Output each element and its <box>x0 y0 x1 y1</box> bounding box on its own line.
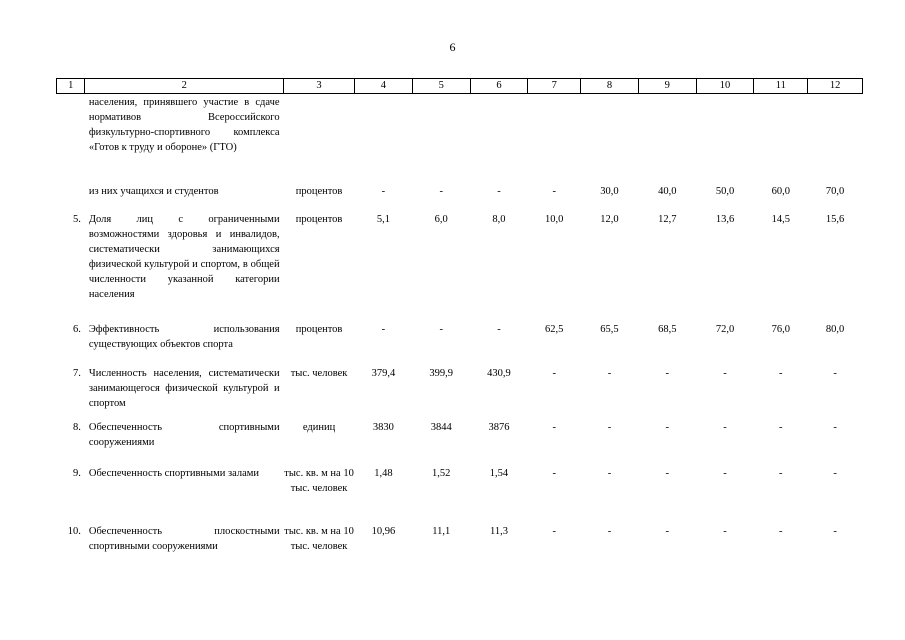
indicator-value: 40,0 <box>658 185 677 197</box>
table-body <box>57 94 863 582</box>
indicator-value <box>696 94 754 184</box>
indicator-value: 60,0 <box>771 185 790 197</box>
indicator-value: 11,3 <box>489 525 508 537</box>
column-header: 9 <box>638 79 696 94</box>
indicator-value: - <box>833 367 837 379</box>
table-row <box>57 322 863 366</box>
indicator-name: Доля лиц с ограниченными возможностями здоровья и инвалидов, систематически занимающихся физической культурой и спортом, в общей численности указанной категории населения <box>88 213 280 300</box>
indicator-value: - <box>665 467 670 479</box>
unit-of-measure: процентов <box>295 213 343 225</box>
column-header: 10 <box>696 79 754 94</box>
indicator-value <box>412 94 470 184</box>
row-number: 6. <box>73 323 81 335</box>
indicator-name: Обеспеченность спортивными сооружениями <box>88 421 280 448</box>
page-number: 6 <box>449 40 456 54</box>
table-row <box>57 212 863 322</box>
indicator-value: - <box>439 185 443 197</box>
column-number-header-row <box>57 79 863 94</box>
column-header: 7 <box>528 79 581 94</box>
column-header: 4 <box>355 79 413 94</box>
row-number: 7. <box>73 367 81 379</box>
table-row <box>57 524 863 582</box>
indicator-value: - <box>833 467 837 479</box>
indicator-value: - <box>552 525 556 537</box>
indicator-value: 76,0 <box>771 323 790 335</box>
row-number: 8. <box>73 421 81 433</box>
indicator-value: - <box>723 367 727 379</box>
indicator-value: 1,48 <box>374 467 393 479</box>
indicator-value: - <box>381 323 386 335</box>
indicator-value: 13,6 <box>715 213 735 225</box>
indicator-value: - <box>552 185 556 197</box>
indicator-value: - <box>779 367 783 379</box>
indicator-value: 3830 <box>372 421 394 433</box>
indicator-value: - <box>665 525 670 537</box>
indicator-value: 12,7 <box>658 213 677 225</box>
indicator-value: - <box>552 367 556 379</box>
indicator-value: 68,5 <box>658 323 677 335</box>
column-header: 11 <box>754 79 808 94</box>
indicator-name: из них учащихся и студентов <box>88 185 219 197</box>
indicator-value: 30,0 <box>600 185 619 197</box>
indicator-value: 11,1 <box>432 525 451 537</box>
table-row <box>57 94 863 184</box>
unit-of-measure: единиц <box>302 421 336 433</box>
indicator-value: - <box>381 185 386 197</box>
indicator-value: 72,0 <box>715 323 735 335</box>
indicator-name: Эффективность использования существующих объектов спорта <box>88 323 280 350</box>
indicator-value: - <box>779 525 783 537</box>
indicator-value: - <box>779 467 783 479</box>
row-number <box>57 184 85 212</box>
indicator-value: 430,9 <box>487 367 511 379</box>
indicator-value <box>355 94 413 184</box>
indicator-value: 80,0 <box>825 323 845 335</box>
table-row <box>57 466 863 524</box>
indicator-value: - <box>552 421 556 433</box>
unit-of-measure: тыс. человек <box>290 367 348 379</box>
unit-of-measure: процентов <box>295 185 343 197</box>
indicator-value: - <box>607 367 612 379</box>
indicator-value: 379,4 <box>371 367 396 379</box>
column-header: 3 <box>284 79 355 94</box>
indicator-value: 10,96 <box>371 525 396 537</box>
indicator-value: 399,9 <box>429 367 454 379</box>
indicator-value: 6,0 <box>434 213 448 225</box>
unit-of-measure: тыс. кв. м на 10 тыс. человек <box>284 467 354 494</box>
indicator-value: - <box>723 525 727 537</box>
indicator-value: - <box>552 467 556 479</box>
indicator-value: - <box>723 467 727 479</box>
indicator-value: 1,52 <box>432 467 451 479</box>
indicator-value: 3844 <box>430 421 452 433</box>
indicator-value: 1,54 <box>489 467 509 479</box>
table-row <box>57 184 863 212</box>
indicator-value: 65,5 <box>600 323 619 335</box>
indicator-value: - <box>665 421 670 433</box>
indicator-name: Обеспеченность спортивными залами <box>88 467 260 479</box>
indicator-value: - <box>779 421 783 433</box>
row-number: 5. <box>73 213 81 225</box>
indicator-value: - <box>665 367 670 379</box>
indicator-value: 5,1 <box>376 213 390 225</box>
indicator-value: 70,0 <box>825 185 845 197</box>
table-row <box>57 420 863 466</box>
column-header: 1 <box>57 79 85 94</box>
indicator-value: - <box>833 421 837 433</box>
column-header: 2 <box>85 79 284 94</box>
indicator-value: 12,0 <box>600 213 619 225</box>
indicator-name: населения, принявшего участие в сдаче нормативов Всероссийского физкультурно-спортивного комплекса «Готов к труду и обороне» (ГТО) <box>88 97 280 153</box>
indicator-value <box>638 94 696 184</box>
indicator-value <box>581 94 639 184</box>
table-row <box>57 366 863 420</box>
indicator-value: - <box>497 185 501 197</box>
indicator-value <box>470 94 528 184</box>
unit-of-measure: тыс. кв. м на 10 тыс. человек <box>284 525 354 552</box>
row-number <box>57 94 85 184</box>
indicator-value: 10,0 <box>545 213 564 225</box>
indicator-value: - <box>439 323 443 335</box>
indicator-value: - <box>833 525 837 537</box>
indicator-value: - <box>607 467 612 479</box>
row-number: 10. <box>67 525 81 537</box>
indicator-value: 15,6 <box>825 213 845 225</box>
unit-of-measure <box>284 94 355 184</box>
column-header: 6 <box>470 79 528 94</box>
indicators-table <box>56 78 863 582</box>
indicator-value <box>754 94 808 184</box>
indicator-name: Обеспеченность плоскостными спортивными сооружениями <box>88 525 280 552</box>
row-number: 9. <box>73 467 81 479</box>
indicator-value <box>528 94 581 184</box>
indicator-value: 14,5 <box>771 213 790 225</box>
indicator-value: 8,0 <box>492 213 506 225</box>
indicator-value: 3876 <box>488 421 510 433</box>
indicator-value: 62,5 <box>545 323 564 335</box>
indicator-value <box>808 94 863 184</box>
column-header: 5 <box>412 79 470 94</box>
indicator-value: - <box>607 421 612 433</box>
indicator-name: Численность населения, систематически занимающегося физической культурой и спортом <box>88 367 280 409</box>
column-header: 12 <box>808 79 863 94</box>
column-header: 8 <box>581 79 639 94</box>
indicator-value: - <box>607 525 612 537</box>
unit-of-measure: процентов <box>295 323 343 335</box>
indicator-value: 50,0 <box>715 185 735 197</box>
indicator-value: - <box>723 421 727 433</box>
indicator-value: - <box>497 323 501 335</box>
